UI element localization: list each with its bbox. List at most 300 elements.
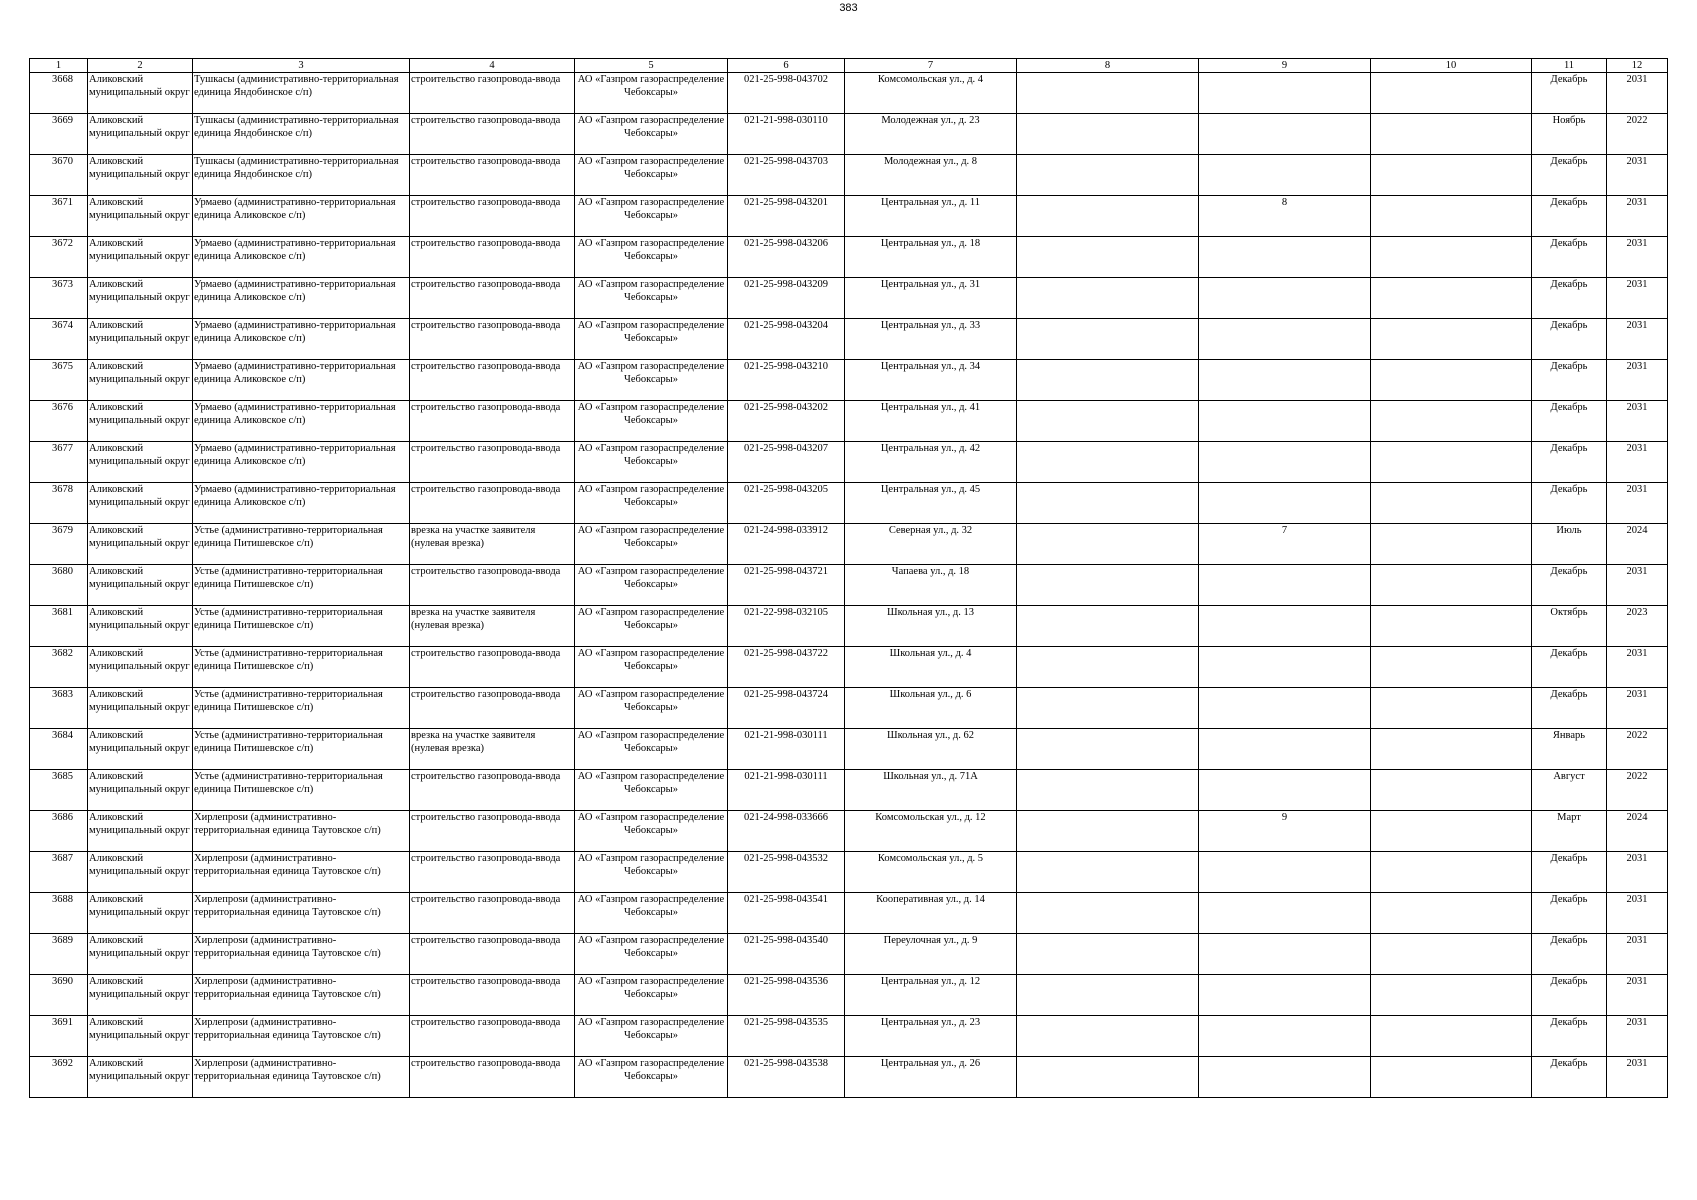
locality-cell <box>193 729 410 770</box>
column-8-cell-text <box>1018 770 1197 810</box>
column-8-cell <box>1017 606 1199 647</box>
district-cell <box>88 811 193 852</box>
organization-cell-text: АО «Газпром газораспределение Чебоксары» <box>577 976 725 1001</box>
work-type-cell-text: строительство газопровода-ввода <box>411 894 561 905</box>
locality-cell <box>193 483 410 524</box>
code-cell-text: 021-22-998-032105 <box>744 607 828 618</box>
month-cell <box>1532 565 1607 606</box>
locality-cell <box>193 196 410 237</box>
column-8-cell-text <box>1018 401 1197 441</box>
code-cell-text: 021-21-998-030111 <box>744 771 828 782</box>
row-number-text: 3688 <box>52 894 73 905</box>
month-cell <box>1532 893 1607 934</box>
code-cell-text: 021-21-998-030110 <box>744 115 828 126</box>
table-row <box>30 770 1668 811</box>
locality-cell-text: Устье (административно-территориальная единица Питишевское с/п) <box>194 648 383 673</box>
row-number <box>30 360 88 401</box>
table-row <box>30 811 1668 852</box>
address-cell <box>845 647 1017 688</box>
table-row <box>30 893 1668 934</box>
month-cell <box>1532 770 1607 811</box>
column-10-cell <box>1371 1057 1532 1098</box>
column-8-cell <box>1017 360 1199 401</box>
month-cell-text: Декабрь <box>1550 1058 1588 1069</box>
month-cell-text: Декабрь <box>1550 894 1588 905</box>
month-cell-text: Декабрь <box>1550 853 1588 864</box>
month-cell-text: Декабрь <box>1550 279 1588 290</box>
organization-cell <box>575 1057 728 1098</box>
organization-cell-text: АО «Газпром газораспределение Чебоксары» <box>577 894 725 919</box>
district-cell-text: Аликовский муниципальный округ <box>89 197 190 222</box>
table-row <box>30 114 1668 155</box>
year-cell-text: 2031 <box>1626 566 1648 577</box>
district-cell-text: Аликовский муниципальный округ <box>89 566 190 591</box>
table-row <box>30 647 1668 688</box>
column-header: 7 <box>845 59 1017 73</box>
district-cell-text: Аликовский муниципальный округ <box>89 730 190 755</box>
column-header: 11 <box>1532 59 1607 73</box>
work-type-cell <box>410 934 575 975</box>
locality-cell <box>193 770 410 811</box>
row-number <box>30 1016 88 1057</box>
organization-cell <box>575 401 728 442</box>
year-cell <box>1607 360 1668 401</box>
district-cell <box>88 360 193 401</box>
column-9-cell <box>1199 73 1371 114</box>
month-cell <box>1532 811 1607 852</box>
locality-cell-text: Хирлепposи (административно-территориальная единица Таутовское с/п) <box>194 1058 381 1083</box>
locality-cell <box>193 565 410 606</box>
locality-cell-text: Хирлепposи (административно-территориальная единица Таутовское с/п) <box>194 853 381 878</box>
locality-cell-text: Устье (административно-территориальная единица Питишевское с/п) <box>194 689 383 714</box>
column-8-cell <box>1017 278 1199 319</box>
column-8-cell-text <box>1018 360 1197 400</box>
row-number <box>30 688 88 729</box>
district-cell <box>88 565 193 606</box>
address-cell <box>845 155 1017 196</box>
column-8-cell-text <box>1018 237 1197 277</box>
address-cell <box>845 524 1017 565</box>
code-cell <box>728 155 845 196</box>
organization-cell-text: АО «Газпром газораспределение Чебоксары» <box>577 1017 725 1042</box>
work-type-cell <box>410 524 575 565</box>
work-type-cell-text: строительство газопровода-ввода <box>411 935 561 946</box>
year-cell-text: 2031 <box>1626 279 1648 290</box>
code-cell-text: 021-21-998-030111 <box>744 730 828 741</box>
column-10-cell <box>1371 934 1532 975</box>
locality-cell <box>193 975 410 1016</box>
column-9-cell <box>1199 975 1371 1016</box>
work-type-cell-text: строительство газопровода-ввода <box>411 566 561 577</box>
row-number <box>30 483 88 524</box>
column-9-cell-text <box>1200 360 1369 400</box>
column-9-cell <box>1199 1057 1371 1098</box>
column-10-cell-text <box>1372 688 1530 728</box>
column-9-cell-text <box>1200 442 1369 482</box>
row-number <box>30 647 88 688</box>
row-number <box>30 401 88 442</box>
column-header: 6 <box>728 59 845 73</box>
row-number-text: 3673 <box>52 279 73 290</box>
column-9-cell-text <box>1200 893 1369 933</box>
organization-cell <box>575 114 728 155</box>
row-number-text: 3682 <box>52 648 73 659</box>
column-10-cell <box>1371 688 1532 729</box>
column-header: 1 <box>30 59 88 73</box>
address-cell-text: Центральная ул., д. 23 <box>880 1017 981 1028</box>
column-header: 8 <box>1017 59 1199 73</box>
code-cell <box>728 688 845 729</box>
work-type-cell <box>410 73 575 114</box>
code-cell <box>728 1057 845 1098</box>
month-cell <box>1532 975 1607 1016</box>
year-cell <box>1607 1016 1668 1057</box>
address-cell <box>845 319 1017 360</box>
code-cell-text: 021-25-998-043538 <box>744 1058 828 1069</box>
month-cell <box>1532 237 1607 278</box>
organization-cell-text: АО «Газпром газораспределение Чебоксары» <box>577 484 725 509</box>
table-row <box>30 934 1668 975</box>
year-cell-text: 2031 <box>1626 361 1648 372</box>
code-cell-text: 021-25-998-043721 <box>744 566 828 577</box>
year-cell <box>1607 114 1668 155</box>
column-10-cell-text <box>1372 811 1530 851</box>
work-type-cell-text: строительство газопровода-ввода <box>411 812 561 823</box>
column-9-cell-text <box>1200 934 1369 974</box>
district-cell <box>88 852 193 893</box>
year-cell <box>1607 73 1668 114</box>
work-type-cell-text: строительство газопровода-ввода <box>411 976 561 987</box>
column-10-cell-text <box>1372 647 1530 687</box>
row-number-text: 3674 <box>52 320 73 331</box>
address-cell <box>845 565 1017 606</box>
code-cell-text: 021-25-998-043702 <box>744 74 828 85</box>
year-cell-text: 2031 <box>1626 320 1648 331</box>
address-cell <box>845 852 1017 893</box>
month-cell-text: Декабрь <box>1550 238 1588 249</box>
year-cell <box>1607 278 1668 319</box>
locality-cell <box>193 811 410 852</box>
table-row <box>30 606 1668 647</box>
column-8-cell-text <box>1018 483 1197 523</box>
column-10-cell <box>1371 237 1532 278</box>
locality-cell <box>193 852 410 893</box>
work-type-cell <box>410 155 575 196</box>
column-9-cell <box>1199 114 1371 155</box>
column-9-cell <box>1199 1016 1371 1057</box>
address-cell-text: Центральная ул., д. 42 <box>880 443 981 454</box>
month-cell <box>1532 729 1607 770</box>
column-8-cell <box>1017 155 1199 196</box>
table-row <box>30 442 1668 483</box>
address-cell <box>845 934 1017 975</box>
work-type-cell-text: строительство газопровода-ввода <box>411 361 561 372</box>
code-cell-text: 021-25-998-043207 <box>744 443 828 454</box>
address-cell <box>845 893 1017 934</box>
work-type-cell <box>410 729 575 770</box>
locality-cell-text: Урмаево (административно-территориальная единица Аликовское с/п) <box>194 484 396 509</box>
column-9-cell <box>1199 319 1371 360</box>
work-type-cell-text: врезка на участке заявителя (нулевая врезка) <box>411 730 536 755</box>
page-number: 383 <box>839 2 858 14</box>
row-number <box>30 278 88 319</box>
column-9-cell <box>1199 278 1371 319</box>
organization-cell <box>575 524 728 565</box>
column-9-cell <box>1199 811 1371 852</box>
row-number <box>30 237 88 278</box>
address-cell-text: Школьная ул., д. 4 <box>889 648 972 659</box>
column-10-cell-text <box>1372 401 1530 441</box>
year-cell-text: 2022 <box>1626 115 1648 126</box>
year-cell <box>1607 155 1668 196</box>
organization-cell-text: АО «Газпром газораспределение Чебоксары» <box>577 812 725 837</box>
address-cell-text: Молодежная ул., д. 23 <box>881 115 980 126</box>
row-number <box>30 565 88 606</box>
column-10-cell <box>1371 606 1532 647</box>
district-cell-text: Аликовский муниципальный округ <box>89 648 190 673</box>
row-number-text: 3677 <box>52 443 73 454</box>
table-row <box>30 360 1668 401</box>
column-9-cell <box>1199 647 1371 688</box>
address-cell-text: Комсомольская ул., д. 5 <box>877 853 984 864</box>
column-10-cell <box>1371 524 1532 565</box>
work-type-cell-text: строительство газопровода-ввода <box>411 853 561 864</box>
column-10-cell <box>1371 360 1532 401</box>
locality-cell-text: Урмаево (административно-территориальная единица Аликовское с/п) <box>194 402 396 427</box>
organization-cell <box>575 893 728 934</box>
address-cell-text: Центральная ул., д. 33 <box>880 320 981 331</box>
column-9-cell-text <box>1200 1057 1369 1097</box>
row-number <box>30 524 88 565</box>
organization-cell <box>575 852 728 893</box>
locality-cell-text: Устье (административно-территориальная единица Питишевское с/п) <box>194 771 383 796</box>
column-9-cell <box>1199 196 1371 237</box>
month-cell <box>1532 524 1607 565</box>
column-10-cell-text <box>1372 442 1530 482</box>
month-cell <box>1532 278 1607 319</box>
organization-cell <box>575 770 728 811</box>
column-10-cell <box>1371 893 1532 934</box>
code-cell <box>728 319 845 360</box>
organization-cell-text: АО «Газпром газораспределение Чебоксары» <box>577 771 725 796</box>
code-cell <box>728 729 845 770</box>
column-10-cell-text <box>1372 975 1530 1015</box>
row-number-text: 3686 <box>52 812 73 823</box>
locality-cell-text: Хирлепposи (административно-территориальная единица Таутовское с/п) <box>194 1017 381 1042</box>
organization-cell-text: АО «Газпром газораспределение Чебоксары» <box>577 279 725 304</box>
work-type-cell-text: строительство газопровода-ввода <box>411 156 561 167</box>
column-8-cell <box>1017 442 1199 483</box>
month-cell-text: Декабрь <box>1550 361 1588 372</box>
organization-cell-text: АО «Газпром газораспределение Чебоксары» <box>577 1058 725 1083</box>
year-cell-text: 2022 <box>1626 771 1648 782</box>
code-cell-text: 021-25-998-043540 <box>744 935 828 946</box>
column-10-cell-text <box>1372 73 1530 113</box>
month-cell-text: Август <box>1553 771 1585 782</box>
year-cell <box>1607 770 1668 811</box>
organization-cell <box>575 319 728 360</box>
locality-cell <box>193 278 410 319</box>
locality-cell <box>193 893 410 934</box>
district-cell <box>88 770 193 811</box>
work-type-cell <box>410 237 575 278</box>
locality-cell-text: Устье (административно-территориальная единица Питишевское с/п) <box>194 730 383 755</box>
organization-cell <box>575 442 728 483</box>
column-10-cell-text <box>1372 934 1530 974</box>
code-cell <box>728 237 845 278</box>
code-cell-text: 021-24-998-033912 <box>744 525 828 536</box>
organization-cell <box>575 73 728 114</box>
organization-cell <box>575 934 728 975</box>
column-10-cell <box>1371 811 1532 852</box>
column-8-cell-text <box>1018 811 1197 851</box>
year-cell <box>1607 606 1668 647</box>
work-type-cell <box>410 278 575 319</box>
table-row <box>30 729 1668 770</box>
column-10-cell <box>1371 319 1532 360</box>
work-type-cell-text: строительство газопровода-ввода <box>411 1058 561 1069</box>
district-cell <box>88 483 193 524</box>
month-cell <box>1532 196 1607 237</box>
row-number-text: 3691 <box>52 1017 73 1028</box>
column-8-cell <box>1017 483 1199 524</box>
work-type-cell <box>410 360 575 401</box>
code-cell-text: 021-25-998-043205 <box>744 484 828 495</box>
year-cell <box>1607 483 1668 524</box>
row-number-text: 3683 <box>52 689 73 700</box>
work-type-cell <box>410 606 575 647</box>
column-9-cell-text <box>1200 647 1369 687</box>
month-cell <box>1532 360 1607 401</box>
column-9-cell <box>1199 401 1371 442</box>
column-8-cell <box>1017 975 1199 1016</box>
column-9-cell <box>1199 770 1371 811</box>
column-9-cell-text <box>1200 73 1369 113</box>
column-9-cell <box>1199 729 1371 770</box>
organization-cell-text: АО «Газпром газораспределение Чебоксары» <box>577 689 725 714</box>
code-cell <box>728 524 845 565</box>
organization-cell-text: АО «Газпром газораспределение Чебоксары» <box>577 156 725 181</box>
row-number-text: 3669 <box>52 115 73 126</box>
month-cell-text: Декабрь <box>1550 566 1588 577</box>
district-cell-text: Аликовский муниципальный округ <box>89 74 190 99</box>
address-cell-text: Центральная ул., д. 45 <box>880 484 981 495</box>
row-number-text: 3689 <box>52 935 73 946</box>
table-row <box>30 401 1668 442</box>
column-8-cell <box>1017 1016 1199 1057</box>
month-cell-text: Декабрь <box>1550 402 1588 413</box>
month-cell-text: Октябрь <box>1550 607 1588 618</box>
row-number <box>30 1057 88 1098</box>
column-8-cell-text <box>1018 1016 1197 1056</box>
column-8-cell <box>1017 770 1199 811</box>
organization-cell-text: АО «Газпром газораспределение Чебоксары» <box>577 607 725 632</box>
table-row <box>30 565 1668 606</box>
column-8-cell-text <box>1018 688 1197 728</box>
column-10-cell-text <box>1372 196 1530 236</box>
column-10-cell <box>1371 1016 1532 1057</box>
code-cell-text: 021-25-998-043536 <box>744 976 828 987</box>
column-8-cell-text <box>1018 1057 1197 1097</box>
code-cell-text: 021-25-998-043703 <box>744 156 828 167</box>
locality-cell <box>193 934 410 975</box>
column-9-cell <box>1199 483 1371 524</box>
work-type-cell-text: строительство газопровода-ввода <box>411 279 561 290</box>
code-cell <box>728 893 845 934</box>
work-type-cell-text: врезка на участке заявителя (нулевая врезка) <box>411 525 536 550</box>
locality-cell <box>193 442 410 483</box>
column-10-cell-text <box>1372 770 1530 810</box>
district-cell <box>88 688 193 729</box>
organization-cell <box>575 155 728 196</box>
column-9-cell-text <box>1200 319 1369 359</box>
locality-cell <box>193 688 410 729</box>
table-row <box>30 524 1668 565</box>
district-cell <box>88 278 193 319</box>
work-type-cell-text: строительство газопровода-ввода <box>411 197 561 208</box>
column-8-cell <box>1017 524 1199 565</box>
column-8-cell-text <box>1018 565 1197 605</box>
column-9-cell <box>1199 934 1371 975</box>
organization-cell-text: АО «Газпром газораспределение Чебоксары» <box>577 74 725 99</box>
organization-cell <box>575 196 728 237</box>
organization-cell <box>575 483 728 524</box>
code-cell-text: 021-25-998-043202 <box>744 402 828 413</box>
address-cell <box>845 442 1017 483</box>
work-type-cell-text: строительство газопровода-ввода <box>411 74 561 85</box>
column-9-cell-text <box>1200 114 1369 154</box>
month-cell <box>1532 1016 1607 1057</box>
address-cell <box>845 729 1017 770</box>
district-cell-text: Аликовский муниципальный округ <box>89 525 190 550</box>
column-9-cell-text <box>1200 1016 1369 1056</box>
organization-cell <box>575 237 728 278</box>
column-10-cell-text <box>1372 565 1530 605</box>
month-cell-text: Декабрь <box>1550 156 1588 167</box>
locality-cell <box>193 647 410 688</box>
column-8-cell <box>1017 893 1199 934</box>
code-cell <box>728 73 845 114</box>
code-cell-text: 021-25-998-043535 <box>744 1017 828 1028</box>
work-type-cell <box>410 114 575 155</box>
organization-cell <box>575 565 728 606</box>
row-number <box>30 196 88 237</box>
district-cell-text: Аликовский муниципальный округ <box>89 771 190 796</box>
year-cell-text: 2031 <box>1626 976 1648 987</box>
year-cell <box>1607 647 1668 688</box>
address-cell <box>845 811 1017 852</box>
year-cell <box>1607 852 1668 893</box>
district-cell-text: Аликовский муниципальный округ <box>89 1058 190 1083</box>
code-cell-text: 021-24-998-033666 <box>744 812 828 823</box>
address-cell-text: Школьная ул., д. 13 <box>886 607 975 618</box>
district-cell <box>88 647 193 688</box>
row-number <box>30 114 88 155</box>
column-10-cell <box>1371 401 1532 442</box>
column-8-cell-text <box>1018 442 1197 482</box>
year-cell-text: 2031 <box>1626 1017 1648 1028</box>
work-type-cell <box>410 647 575 688</box>
locality-cell-text: Урмаево (административно-территориальная единица Аликовское с/п) <box>194 238 396 263</box>
month-cell <box>1532 155 1607 196</box>
column-8-cell <box>1017 196 1199 237</box>
year-cell <box>1607 1057 1668 1098</box>
column-8-cell <box>1017 401 1199 442</box>
district-cell-text: Аликовский муниципальный округ <box>89 976 190 1001</box>
district-cell-text: Аликовский муниципальный округ <box>89 402 190 427</box>
row-number <box>30 729 88 770</box>
table-row <box>30 1016 1668 1057</box>
